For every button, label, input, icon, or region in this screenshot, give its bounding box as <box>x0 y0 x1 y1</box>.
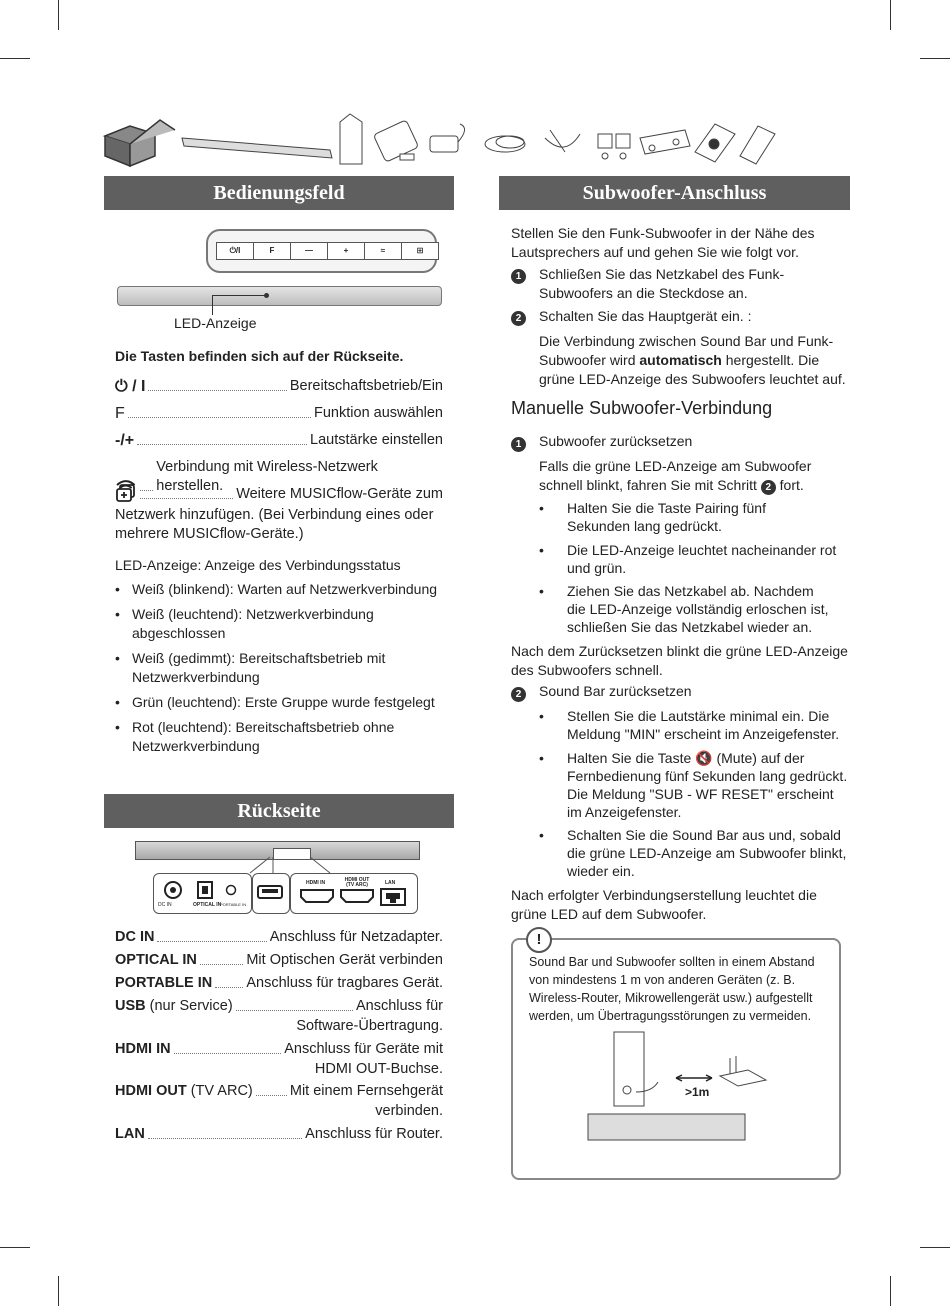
step-1-number: 1 <box>511 269 526 284</box>
crop-mark <box>920 58 950 59</box>
m1-bullet: • Ziehen Sie das Netzkabel ab. Nachdem die LED-Anzeige vollständig erloschen ist, schließen Sie das Netzkabel wieder an. <box>539 583 829 635</box>
volume-key-desc: Lautstärke einstellen <box>310 432 443 448</box>
subwoofer-icon <box>340 114 362 164</box>
port-row-hdmi-out: HDMI OUT (TV ARC) Mit einem Fernsehgerät <box>115 1083 443 1099</box>
note-text: Sound Bar und Subwoofer sollten in einem Abstand von mindestens 1 m von anderen Geräten (z. B. Wireless-Router, Mikrowellengerät usw.) aufgestellt werden, um Übertragungsstörungen zu vermeiden. <box>529 955 815 1023</box>
crop-mark <box>0 58 30 59</box>
remote-icon <box>373 120 418 162</box>
m2-bullet: • Stellen Sie die Lautstärke minimal ein. Die Meldung "MIN" erscheint im Anzeigefenster. <box>539 708 840 742</box>
rear-title: Rückseite <box>104 794 454 828</box>
lan-port-label: LAN <box>385 880 396 886</box>
led-item: • Weiß (gedimmt): Bereitschaftsbetrieb mit Netzwerkverbindung <box>115 650 386 685</box>
power-button[interactable]: ⏻/I <box>216 242 254 260</box>
buttons-note: Die Tasten befinden sich auf der Rückseite. <box>115 348 404 364</box>
wifi-button[interactable]: ≈ <box>364 242 402 260</box>
add-key-desc: Weitere MUSICflow-Geräte zum <box>236 486 443 502</box>
crop-mark <box>58 1276 59 1306</box>
distance-illustration <box>580 1030 780 1150</box>
port-row-optical: OPTICAL IN Mit Optischen Gerät verbinden <box>115 952 443 968</box>
step-1: 1 Schließen Sie das Netzkabel des Funk-Subwoofers an die Steckdose an. <box>511 266 851 284</box>
add-device-icon <box>115 484 137 504</box>
soundbar-icon <box>182 138 332 158</box>
hdmi-in-port-icon <box>300 888 334 904</box>
function-key: F <box>115 405 125 422</box>
control-buttons <box>216 242 438 260</box>
led-label: LED-Anzeige <box>174 315 257 331</box>
key-power-row <box>115 377 443 396</box>
manual-title: Manuelle Subwoofer-Verbindung <box>511 398 773 418</box>
power-key-desc: Bereitschaftsbetrieb/Ein <box>289 378 443 394</box>
distance-label: >1m <box>685 1085 710 1099</box>
optical-cable-icon <box>545 130 580 152</box>
key-volume-row <box>115 431 443 450</box>
manual-step-2: 2 Sound Bar zurücksetzen <box>511 684 851 702</box>
optical-port-label: OPTICAL IN <box>193 902 222 908</box>
usb-port-icon <box>257 884 283 900</box>
rear-callout-leaders <box>150 855 420 875</box>
port-row-usb: USB (nur Service) Anschluss für <box>115 998 443 1014</box>
add-key-desc-2: Netzwerk hinzufügen. (Bei Verbindung eines oder <box>115 507 434 523</box>
port-usb-desc-2: Software-Übertragung. <box>296 1018 443 1034</box>
wifi-key-desc: Verbindung mit Wireless-Netzwerk herstellen. <box>156 459 378 494</box>
add-key-desc-3: mehrere MUSICflow-Geräte.) <box>115 526 304 542</box>
port-row-lan: LAN Anschluss für Router. <box>115 1126 443 1142</box>
led-item: • Rot (leuchtend): Bereitschaftsbetrieb ohne Netzwerkverbindung <box>115 719 395 754</box>
crop-mark <box>890 0 891 30</box>
dc-in-port-label: DC IN <box>158 902 172 908</box>
optical-port-icon <box>196 880 214 900</box>
led-leader <box>212 295 266 296</box>
add-device-button[interactable]: ⊞ <box>401 242 439 260</box>
port-hdmi-in-desc-2: HDMI OUT-Buchse. <box>314 1061 443 1077</box>
dc-in-port-icon <box>163 880 183 900</box>
hdmi-out-port-label: HDMI OUT (TV ARC) <box>344 877 370 888</box>
port-row-dc-in: DC IN Anschluss für Netzadapter. <box>115 929 443 945</box>
function-key-desc: Funktion auswählen <box>314 405 443 421</box>
crop-mark <box>0 1247 30 1248</box>
caution-icon: ! <box>526 927 552 953</box>
port-row-portable: PORTABLE IN Anschluss für tragbares Gerät. <box>115 975 443 991</box>
portable-port-label: PORTABLE IN <box>220 902 247 907</box>
key-add-row <box>115 484 443 504</box>
function-button[interactable]: F <box>253 242 291 260</box>
control-panel-title: Bedienungsfeld <box>104 176 454 210</box>
power-key: ⏻ / I <box>115 378 146 395</box>
m2-bullet: • Schalten Sie die Sound Bar aus und, sobald die grüne LED-Anzeige am Subwoofer blinkt, wieder ein. <box>539 827 847 879</box>
manual-step-1: 1 Subwoofer zurücksetzen <box>511 434 851 452</box>
lan-port-icon <box>380 887 406 907</box>
led-leader-vertical <box>212 295 213 315</box>
volume-down-button[interactable]: — <box>290 242 328 260</box>
after-connect-text: Nach erfolgter Verbindungserstellung leuchtet die grüne LED auf dem Subwoofer. <box>511 887 817 922</box>
volume-up-button[interactable]: + <box>327 242 365 260</box>
step-2: 2 Schalten Sie das Hauptgerät ein. : <box>511 308 851 326</box>
hdmi-in-port-label: HDMI IN <box>306 880 326 886</box>
subwoofer-title: Subwoofer-Anschluss <box>499 176 850 210</box>
key-function-row <box>115 404 443 423</box>
crop-mark <box>920 1247 950 1248</box>
screws-icon <box>640 130 690 154</box>
led-item: • Weiß (leuchtend): Netzwerkverbindung abgeschlossen <box>115 606 374 641</box>
subwoofer-intro: Stellen Sie den Funk-Subwoofer in der Nähe des Lautsprechers auf und gehen Sie wie folgt vor. <box>511 225 815 260</box>
box-icon <box>105 120 175 166</box>
manual-icon <box>695 124 735 162</box>
led-status-title: LED-Anzeige: Anzeige des Verbindungsstatus <box>115 557 401 573</box>
led-item: • Grün (leuchtend): Erste Gruppe wurde festgelegt <box>115 694 435 710</box>
hdmi-out-port-icon <box>340 888 374 904</box>
step-2-number: 2 <box>511 311 526 326</box>
m2-bullet: • Halten Sie die Taste 🔇 (Mute) auf der Fernbedienung fünf Sekunden lang gedrückt. Die Meldung "SUB - WF RESET" erscheint im Anzeigefenster. <box>539 750 848 820</box>
sheet-icon <box>740 126 775 164</box>
step-2-detail: Die Verbindung zwischen Sound Bar und Funk-Subwoofer wird automatisch hergestellt. Die grüne LED-Anzeige des Subwoofers leuchtet auf. <box>539 333 846 387</box>
bracket-icon <box>598 134 630 159</box>
led-item: • Weiß (blinkend): Warten auf Netzwerkverbindung <box>115 581 438 597</box>
m1-bullet: • Halten Sie die Taste Pairing fünf Sekunden lang gedrückt. <box>539 500 766 534</box>
cable-icon <box>485 136 525 152</box>
crop-mark <box>890 1276 891 1306</box>
volume-key: -/+ <box>115 432 135 449</box>
port-hdmi-out-desc-2: verbinden. <box>375 1103 443 1119</box>
accessories-illustration <box>100 108 780 170</box>
after-reset-text: Nach dem Zurücksetzen blinkt die grüne LED-Anzeige des Subwoofers schnell. <box>511 643 848 678</box>
portable-port-icon <box>225 884 237 896</box>
adapter-icon <box>430 124 465 152</box>
soundbar-front <box>117 286 442 306</box>
crop-mark <box>58 0 59 30</box>
port-row-hdmi-in: HDMI IN Anschluss für Geräte mit <box>115 1041 443 1057</box>
m1-bullet: • Die LED-Anzeige leuchtet nacheinander rot und grün. <box>539 542 837 576</box>
manual-step-1-detail: Falls die grüne LED-Anzeige am Subwoofer schnell blinkt, fahren Sie mit Schritt 2 fort. <box>539 458 812 493</box>
